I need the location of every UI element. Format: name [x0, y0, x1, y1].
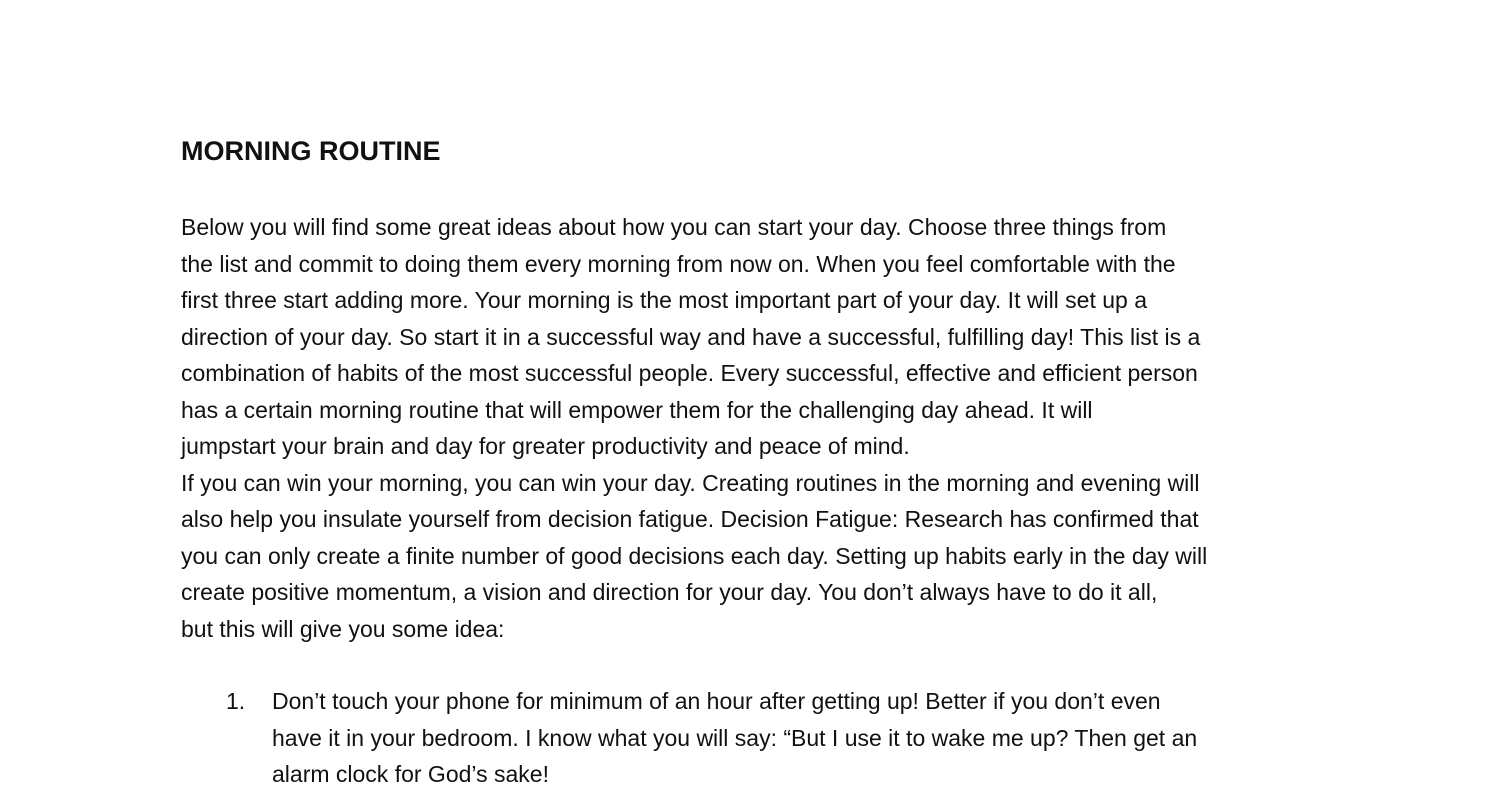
paragraph-line: If you can win your morning, you can win your day. Creating routines in the morning and evening will [181, 469, 1200, 496]
list-item-line: Don’t touch your phone for minimum of an hour after getting up! Better if you don’t even [272, 688, 1161, 714]
list-item-line: alarm clock for God’s sake! [272, 761, 549, 785]
paragraph-line: has a certain morning routine that will empower them for the challenging day ahead. It will [181, 396, 1093, 423]
document-content [181, 131, 1341, 785]
paragraph-line: Below you will find some great ideas about how you can start your day. Choose three things from [181, 214, 1167, 240]
paragraph-line: first three start adding more. Your morning is the most important part of your day. It will set up a [181, 287, 1148, 313]
paragraph-line: the list and commit to doing them every morning from now on. When you feel comfortable with the [181, 250, 1176, 277]
paragraph-line: combination of habits of the most successful people. Every successful, effective and efficient person [181, 360, 1198, 386]
paragraph-line: also help you insulate yourself from decision fatigue. Decision Fatigue: Research has confirmed that [181, 506, 1199, 532]
second-paragraph [181, 465, 1341, 648]
page-title: MORNING ROUTINE [181, 136, 441, 166]
list-item-number: 1. [226, 688, 246, 714]
paragraph-line: but this will give you some idea: [181, 615, 505, 642]
paragraph-line: direction of your day. So start it in a successful way and have a successful, fulfilling day! This list is a [181, 323, 1201, 350]
list-item [181, 683, 1341, 785]
list-item-line: have it in your bedroom. I know what you will say: “But I use it to wake me up? Then get an [272, 724, 1198, 751]
routine-list [181, 683, 1341, 785]
paragraph-line: you can only create a finite number of good decisions each day. Setting up habits early in the day will [181, 542, 1208, 569]
paragraph-line: jumpstart your brain and day for greater productivity and peace of mind. [181, 433, 910, 459]
paragraph-line: create positive momentum, a vision and direction for your day. You don’t always have to do it all, [181, 579, 1158, 605]
intro-paragraph [181, 209, 1341, 465]
